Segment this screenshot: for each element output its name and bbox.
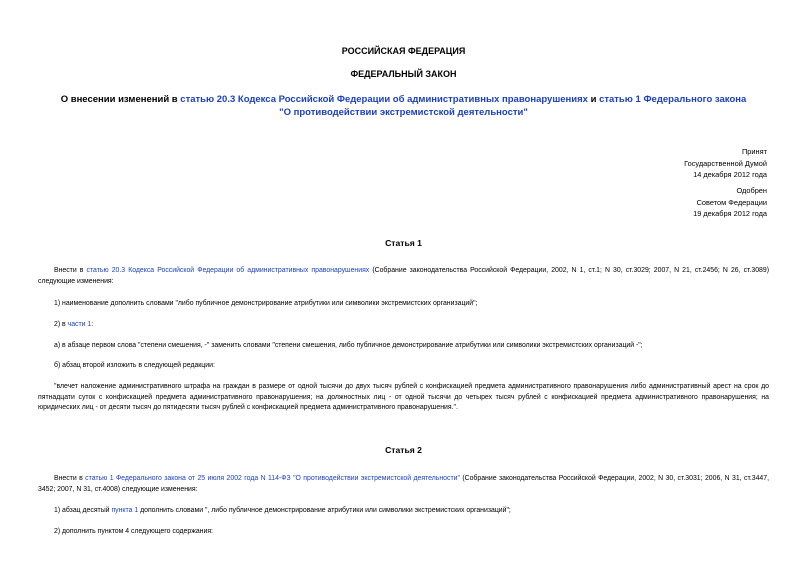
article-2-item-2: 2) дополнить пунктом 4 следующего содержания: (54, 528, 213, 535)
link-fz-114[interactable]: статью 1 Федерального закона от 25 июля 2002 года N 114-ФЗ "О противодействии экстремистской деятельности" (85, 475, 460, 482)
article-1-quote: "влечет наложение административного штрафа на граждан в размере от одной тысячи до двух тысяч рублей с конфискацией предмета административного правонарушения либо административный арест на срок до пятнадцати суток с конфискацией предмета административного правонарушения; на должностных лиц - от одной тысячи до четырех тысяч рублей с конфискацией предмета административного правонарушения; на юридических лиц - от десяти тысяч до пятидесяти тысяч рублей с конфискацией предмета административного правонарушения.". (38, 383, 769, 411)
article-1-item-2 (38, 320, 769, 331)
approved-date: 19 декабря 2012 года (693, 209, 767, 218)
country-heading: РОССИЙСКАЯ ФЕДЕРАЦИЯ (341, 46, 466, 56)
link-point-1[interactable]: пункта 1 (111, 507, 139, 514)
link-article-20-3[interactable]: статью 20.3 Кодекса Российской Федерации об административных правонарушениях (180, 94, 588, 105)
article-2-intro (38, 474, 769, 495)
adopted-by: Государственной Думой (684, 158, 767, 168)
article-1-item-2a: а) в абзаце первом слова "степени смешения, -" заменить словами "степени смешения, либо публичное демонстрирование атрибутики или символики экстремистских организаций -"; (54, 342, 643, 349)
link-part-1[interactable]: части 1 (67, 321, 92, 328)
law-title (60, 94, 747, 119)
article-1-intro-pre: Внести в (54, 267, 87, 274)
approved-label: Одобрен (736, 186, 767, 195)
approved-by: Советом Федерации (696, 197, 767, 207)
article-2-heading: Статья 2 (385, 445, 422, 455)
article-1-item-1: 1) наименование дополнить словами "либо публичное демонстрирование атрибутики или символики экстремистских организаций"; (54, 300, 478, 307)
article-1-item-2b: б) абзац второй изложить в следующей редакции: (54, 362, 215, 369)
article-2-intro-pre: Внести в (54, 475, 86, 482)
adopted-label: Принят (741, 147, 767, 156)
law-title-text-2: и (587, 94, 600, 105)
article-2-item-1 (38, 506, 769, 517)
law-title-text-1: О внесении изменений в (60, 94, 181, 105)
article-1-item-2-post: : (91, 321, 94, 328)
link-koap-20-3[interactable]: статью 20.3 Кодекса Российской Федерации об административных правонарушениях (86, 267, 370, 274)
article-1-intro (38, 266, 769, 287)
law-type-heading: ФЕДЕРАЛЬНЫЙ ЗАКОН (350, 69, 457, 79)
adopted-date: 14 декабря 2012 года (693, 170, 767, 179)
article-1-heading: Статья 1 (385, 238, 422, 248)
adoption-block-council (567, 185, 767, 220)
article-2-intro-post: (Собрание законодательства Российской Федерации, 2002, N 30, ст.3031; 2006, N 31, ст.3447, 3452; 2007, N 31, ст.4008) следующие изменения: (38, 475, 769, 493)
article-1-intro-post: (Собрание законодательства Российской Федерации, 2002, N 1, ст.1; N 30, ст.3029; 2007, N 21, ст.2456; N 26, ст.3089) следующие изменения: (38, 267, 769, 285)
article-2-item-1-post: дополнить словами ", либо публичное демонстрирование атрибутики или символики экстремистских организаций"; (138, 507, 511, 514)
article-1-item-2-pre: 2) в (54, 321, 68, 328)
link-article-1-fz[interactable]: статью 1 Федерального закона "О противодействии экстремистской деятельности" (279, 94, 747, 118)
article-2-item-1-pre: 1) абзац десятый (54, 507, 112, 514)
adoption-block-duma (567, 146, 767, 181)
